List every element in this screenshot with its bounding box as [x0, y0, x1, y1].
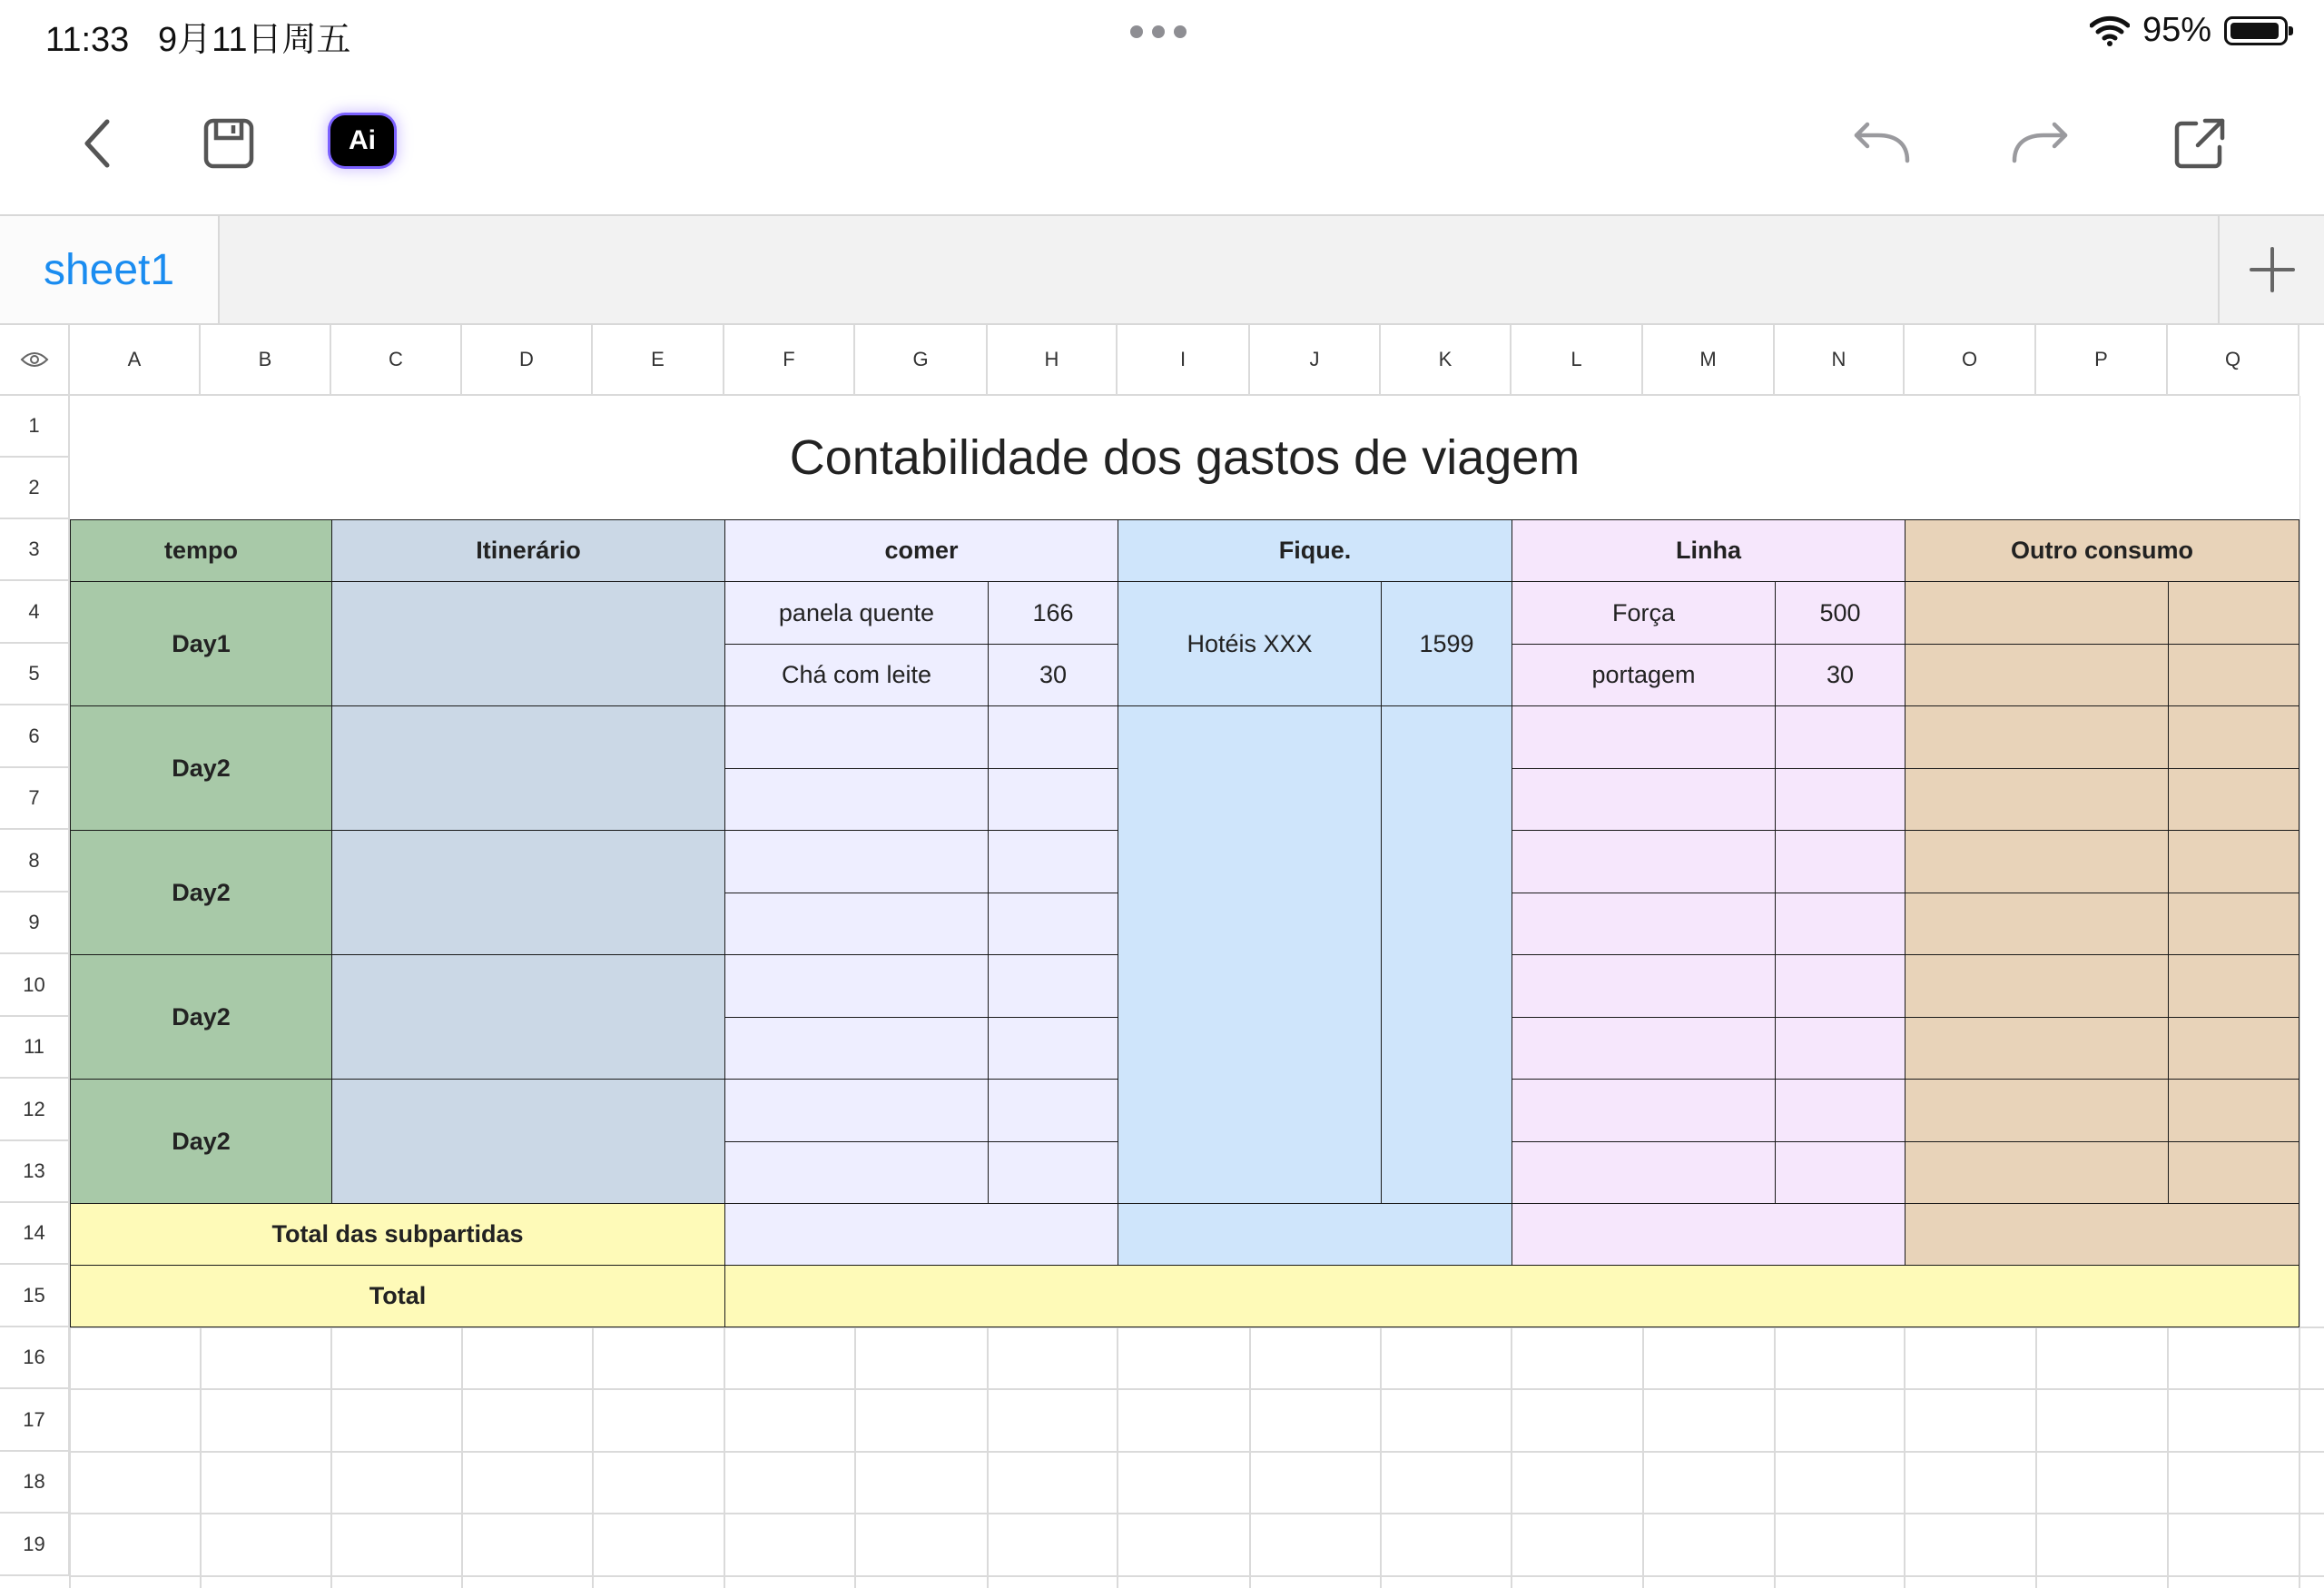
- linha-empty-cell[interactable]: [1775, 705, 1905, 769]
- undo-icon: [1851, 121, 1911, 166]
- comer-empty-cell[interactable]: [988, 1141, 1118, 1204]
- row-header[interactable]: 16: [0, 1327, 70, 1389]
- outro-consumo-cell[interactable]: [2168, 1141, 2299, 1204]
- row-header[interactable]: 3: [0, 519, 70, 581]
- comer-empty-cell[interactable]: [724, 1141, 989, 1204]
- outro-consumo-cell[interactable]: [2168, 830, 2299, 893]
- comer-empty-cell[interactable]: [724, 893, 989, 955]
- comer-empty-cell[interactable]: [724, 768, 989, 831]
- linha-empty-cell[interactable]: [1512, 768, 1776, 831]
- comer-empty-cell[interactable]: [724, 830, 989, 893]
- row-header[interactable]: 14: [0, 1203, 70, 1265]
- ai-assistant-button[interactable]: [330, 115, 394, 166]
- undo-button[interactable]: [1845, 107, 1917, 180]
- outro-consumo-cell[interactable]: [1905, 954, 2169, 1018]
- linha-empty-cell[interactable]: [1512, 893, 1776, 955]
- column-header[interactable]: J: [1250, 325, 1381, 396]
- comer-empty-cell[interactable]: [724, 954, 989, 1018]
- day-cell-3[interactable]: Day2: [70, 830, 332, 955]
- share-icon: [2172, 116, 2227, 171]
- battery-icon: [2224, 16, 2288, 45]
- comer-item-name[interactable]: Chá com leite: [724, 644, 989, 706]
- status-indicators: [2090, 11, 2288, 50]
- itinerary-cell[interactable]: [331, 705, 725, 831]
- outro-consumo-cell[interactable]: [2168, 1017, 2299, 1080]
- column-header[interactable]: G: [855, 325, 988, 396]
- row-header[interactable]: 5: [0, 644, 70, 705]
- comer-empty-cell[interactable]: [988, 893, 1118, 955]
- fique-empty-cell[interactable]: [1118, 705, 1382, 1204]
- back-button[interactable]: [62, 107, 134, 180]
- row-header[interactable]: 18: [0, 1452, 70, 1514]
- row-header[interactable]: 4: [0, 581, 70, 644]
- linha-empty-cell[interactable]: [1512, 1017, 1776, 1080]
- linha-empty-cell[interactable]: [1512, 830, 1776, 893]
- outro-consumo-cell[interactable]: [1905, 1079, 2169, 1142]
- outro-consumo-cell[interactable]: [2168, 768, 2299, 831]
- comer-empty-cell[interactable]: [988, 954, 1118, 1018]
- column-header[interactable]: A: [70, 325, 201, 396]
- sheet-title-cell[interactable]: Contabilidade dos gastos de viagem: [70, 396, 2299, 519]
- row-header[interactable]: 13: [0, 1141, 70, 1203]
- linha-empty-cell[interactable]: [1775, 893, 1905, 955]
- comer-empty-cell[interactable]: [988, 1079, 1118, 1142]
- comer-empty-cell[interactable]: [988, 768, 1118, 831]
- tab-sheet1[interactable]: sheet1: [0, 216, 220, 323]
- header-outro-consumo[interactable]: Outro consumo: [1905, 519, 2299, 582]
- comer-item-value[interactable]: 166: [988, 581, 1118, 645]
- outro-consumo-cell[interactable]: [2168, 644, 2299, 706]
- redo-icon: [2011, 121, 2071, 166]
- fique-item-name[interactable]: Hotéis XXX: [1118, 581, 1382, 706]
- comer-empty-cell[interactable]: [988, 705, 1118, 769]
- day-cell-2[interactable]: Day2: [70, 705, 332, 831]
- outro-consumo-cell[interactable]: [2168, 581, 2299, 645]
- column-header[interactable]: C: [331, 325, 462, 396]
- row-header[interactable]: 6: [0, 705, 70, 768]
- total-label[interactable]: Total: [70, 1265, 725, 1327]
- header-fique[interactable]: Fique.: [1118, 519, 1512, 582]
- outro-consumo-cell[interactable]: [1905, 768, 2169, 831]
- linha-item-name[interactable]: portagem: [1512, 644, 1776, 706]
- multitasking-dots-icon[interactable]: [1130, 25, 1187, 38]
- linha-empty-cell[interactable]: [1775, 1141, 1905, 1204]
- plus-icon: [2248, 245, 2297, 294]
- linha-item-value[interactable]: 30: [1775, 644, 1905, 706]
- subtotal-fique[interactable]: [1118, 1203, 1512, 1266]
- row-header[interactable]: 17: [0, 1389, 70, 1452]
- outro-consumo-cell[interactable]: [1905, 830, 2169, 893]
- column-header[interactable]: B: [201, 325, 331, 396]
- comer-empty-cell[interactable]: [724, 1017, 989, 1080]
- linha-empty-cell[interactable]: [1775, 1017, 1905, 1080]
- outro-consumo-cell[interactable]: [1905, 1141, 2169, 1204]
- wifi-icon: [2090, 15, 2130, 46]
- save-icon: [202, 116, 256, 171]
- column-header[interactable]: I: [1118, 325, 1250, 396]
- row-header[interactable]: 2: [0, 458, 70, 519]
- row-header[interactable]: 19: [0, 1514, 70, 1576]
- row-header[interactable]: 1: [0, 396, 70, 458]
- row-header[interactable]: 12: [0, 1079, 70, 1141]
- comer-empty-cell[interactable]: [988, 1017, 1118, 1080]
- subtotal-comer[interactable]: [724, 1203, 1118, 1266]
- total-value-cell[interactable]: [724, 1265, 2299, 1327]
- itinerary-cell[interactable]: [331, 1079, 725, 1204]
- header-itinerario[interactable]: Itinerário: [331, 519, 725, 582]
- date: 9月11日周五: [157, 21, 351, 59]
- subtotal-outro[interactable]: [1905, 1203, 2299, 1266]
- linha-empty-cell[interactable]: [1512, 1079, 1776, 1142]
- row-header[interactable]: 7: [0, 768, 70, 830]
- linha-empty-cell[interactable]: [1775, 768, 1905, 831]
- outro-consumo-cell[interactable]: [2168, 954, 2299, 1018]
- header-tempo[interactable]: tempo: [70, 519, 332, 582]
- column-header[interactable]: P: [2036, 325, 2168, 396]
- clock: 11:33: [45, 21, 130, 59]
- column-header[interactable]: K: [1381, 325, 1512, 396]
- row-header[interactable]: 11: [0, 1017, 70, 1079]
- linha-item-name[interactable]: Força: [1512, 581, 1776, 645]
- comer-empty-cell[interactable]: [724, 1079, 989, 1142]
- outro-consumo-cell[interactable]: [1905, 893, 2169, 955]
- column-header[interactable]: L: [1512, 325, 1643, 396]
- comer-empty-cell[interactable]: [988, 830, 1118, 893]
- column-header[interactable]: M: [1643, 325, 1775, 396]
- row-header[interactable]: 15: [0, 1265, 70, 1327]
- outro-consumo-cell[interactable]: [2168, 893, 2299, 955]
- row-header[interactable]: 8: [0, 830, 70, 893]
- row-header[interactable]: 10: [0, 954, 70, 1017]
- linha-empty-cell[interactable]: [1775, 1079, 1905, 1142]
- header-linha[interactable]: Linha: [1512, 519, 1905, 582]
- eye-icon: [20, 350, 49, 369]
- outro-consumo-cell[interactable]: [1905, 1017, 2169, 1080]
- subtotal-linha[interactable]: [1512, 1203, 1905, 1266]
- battery-percent: 95%: [2142, 11, 2211, 49]
- comer-empty-cell[interactable]: [724, 705, 989, 769]
- outro-consumo-cell[interactable]: [1905, 644, 2169, 706]
- itinerary-cell[interactable]: [331, 581, 725, 706]
- fique-item-value[interactable]: 1599: [1381, 581, 1512, 706]
- share-button[interactable]: [2163, 107, 2236, 180]
- ai-label: Ai: [349, 125, 376, 155]
- column-header[interactable]: F: [724, 325, 855, 396]
- linha-empty-cell[interactable]: [1512, 954, 1776, 1018]
- column-header[interactable]: H: [988, 325, 1118, 396]
- linha-empty-cell[interactable]: [1775, 954, 1905, 1018]
- row-header[interactable]: 9: [0, 893, 70, 954]
- outro-consumo-cell[interactable]: [2168, 705, 2299, 769]
- redo-button[interactable]: [2004, 107, 2077, 180]
- day-cell-5[interactable]: Day2: [70, 1079, 332, 1204]
- outro-consumo-cell[interactable]: [1905, 705, 2169, 769]
- chevron-left-icon: [80, 116, 116, 171]
- outro-consumo-cell[interactable]: [1905, 581, 2169, 645]
- column-header[interactable]: Q: [2168, 325, 2299, 396]
- itinerary-cell[interactable]: [331, 830, 725, 955]
- column-header[interactable]: E: [593, 325, 724, 396]
- fique-empty-cell[interactable]: [1381, 705, 1512, 1204]
- header-comer[interactable]: comer: [724, 519, 1118, 582]
- linha-empty-cell[interactable]: [1512, 705, 1776, 769]
- subtotal-label[interactable]: Total das subpartidas: [70, 1203, 725, 1266]
- view-toggle[interactable]: [0, 325, 70, 396]
- column-header[interactable]: D: [462, 325, 593, 396]
- linha-empty-cell[interactable]: [1775, 830, 1905, 893]
- status-bar: [0, 0, 2324, 65]
- outro-consumo-cell[interactable]: [2168, 1079, 2299, 1142]
- sheet-tab-bar: [0, 214, 2324, 325]
- linha-empty-cell[interactable]: [1512, 1141, 1776, 1204]
- comer-item-value[interactable]: 30: [988, 644, 1118, 706]
- comer-item-name[interactable]: panela quente: [724, 581, 989, 645]
- day-cell-1[interactable]: Day1: [70, 581, 332, 706]
- itinerary-cell[interactable]: [331, 954, 725, 1080]
- column-header[interactable]: O: [1905, 325, 2036, 396]
- save-button[interactable]: [192, 107, 265, 180]
- status-time: [45, 11, 351, 61]
- column-header[interactable]: N: [1775, 325, 1905, 396]
- linha-item-value[interactable]: 500: [1775, 581, 1905, 645]
- add-sheet-button[interactable]: [2218, 216, 2324, 323]
- day-cell-4[interactable]: Day2: [70, 954, 332, 1080]
